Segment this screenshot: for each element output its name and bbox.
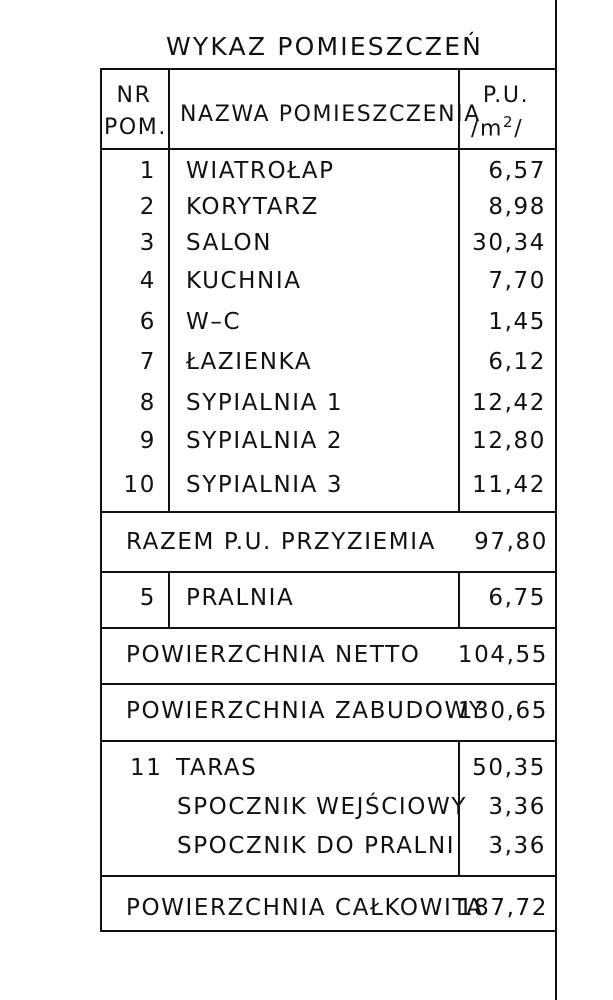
room-area: 6,57 bbox=[488, 158, 546, 184]
room-nr: 8 bbox=[139, 390, 156, 416]
room-nr: 7 bbox=[139, 349, 156, 375]
table-title: WYKAZ POMIESZCZEŃ bbox=[166, 32, 484, 61]
table-left-border bbox=[100, 68, 102, 932]
room-name: SYPIALNIA 3 bbox=[186, 472, 344, 498]
total-ground-label: RAZEM P.U. PRZYZIEMIA bbox=[126, 529, 436, 555]
room-area: 6,12 bbox=[488, 349, 546, 375]
terrace-area: 50,35 bbox=[472, 755, 546, 781]
room-area: 7,70 bbox=[488, 268, 546, 294]
terrace-nr: 11 bbox=[130, 755, 163, 781]
room-name: ŁAZIENKA bbox=[186, 349, 313, 375]
header-nr: NR bbox=[116, 83, 152, 108]
laundry-nr: 5 bbox=[139, 585, 156, 611]
room-name: KORYTARZ bbox=[186, 194, 320, 220]
room-area: 1,45 bbox=[488, 309, 546, 335]
header-pu: P.U. bbox=[482, 83, 530, 108]
unit-m: /m bbox=[471, 116, 504, 142]
room-name: SALON bbox=[186, 230, 273, 256]
room-name: KUCHNIA bbox=[186, 268, 302, 294]
header-room-name: NAZWA POMIESZCZENIA bbox=[180, 102, 481, 127]
total-area-label: POWIERZCHNIA CAŁKOWITA bbox=[126, 895, 484, 921]
unit-slash: / bbox=[514, 116, 524, 142]
room-nr: 6 bbox=[139, 309, 156, 335]
page-border-right bbox=[555, 0, 557, 1000]
terrace-extra-name: SPOCZNIK WEJŚCIOWY bbox=[177, 794, 467, 820]
built-area-label: POWIERZCHNIA ZABUDOWY bbox=[126, 698, 485, 724]
room-area: 12,42 bbox=[472, 390, 546, 416]
header-unit bbox=[471, 115, 523, 140]
laundry-col-nr bbox=[168, 571, 170, 628]
net-area-value: 104,55 bbox=[457, 642, 548, 668]
room-name: W–C bbox=[186, 309, 242, 335]
room-name: WIATROŁAP bbox=[186, 158, 335, 184]
sep-net-end bbox=[100, 683, 557, 685]
total-area-value: 187,72 bbox=[457, 895, 548, 921]
unit-sup: 2 bbox=[503, 113, 515, 131]
terrace-name: TARAS bbox=[176, 755, 258, 781]
room-nr: 1 bbox=[139, 158, 156, 184]
room-nr: 2 bbox=[139, 194, 156, 220]
sep-built-end bbox=[100, 740, 557, 742]
room-name: SYPIALNIA 1 bbox=[186, 390, 344, 416]
laundry-area: 6,75 bbox=[488, 585, 546, 611]
room-area: 8,98 bbox=[488, 194, 546, 220]
table-bottom-border bbox=[100, 930, 557, 932]
col-line-nr bbox=[168, 68, 170, 512]
room-nr: 4 bbox=[139, 268, 156, 294]
terrace-extra-area: 3,36 bbox=[488, 794, 546, 820]
net-area-label: POWIERZCHNIA NETTO bbox=[126, 642, 421, 668]
room-name: SYPIALNIA 2 bbox=[186, 428, 344, 454]
room-area: 11,42 bbox=[472, 472, 546, 498]
sep-rooms-end bbox=[100, 511, 557, 513]
total-ground-area: 97,80 bbox=[474, 529, 548, 555]
terrace-extra-area: 3,36 bbox=[488, 833, 546, 859]
room-nr: 9 bbox=[139, 428, 156, 454]
room-area: 30,34 bbox=[472, 230, 546, 256]
header-pom: POM. bbox=[104, 115, 167, 140]
room-nr: 3 bbox=[139, 230, 156, 256]
sep-terrace-end bbox=[100, 875, 557, 877]
room-nr: 10 bbox=[123, 472, 156, 498]
terrace-extra-name: SPOCZNIK DO PRALNI bbox=[177, 833, 456, 859]
laundry-name: PRALNIA bbox=[186, 585, 295, 611]
room-area: 12,80 bbox=[472, 428, 546, 454]
built-area-value: 130,65 bbox=[457, 698, 548, 724]
